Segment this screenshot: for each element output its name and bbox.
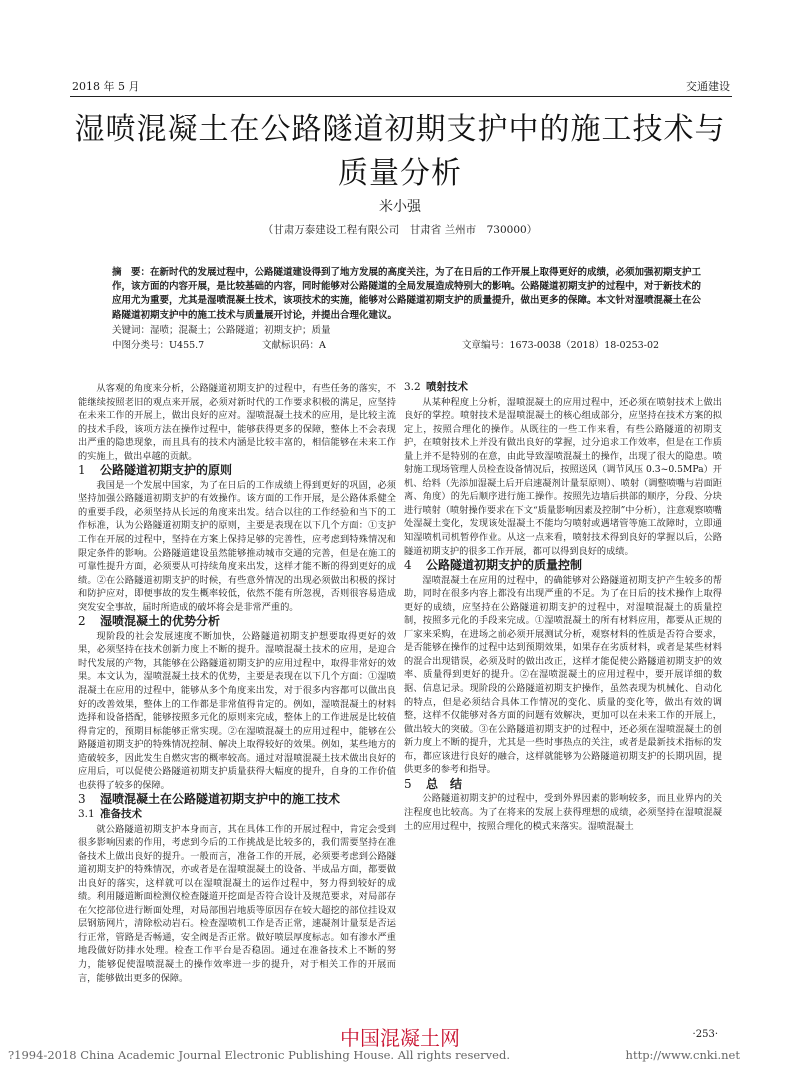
keywords-label: 关键词： — [112, 325, 151, 336]
doc-code-label: 文献标识码： — [262, 340, 320, 351]
abstract-label: 摘 要： — [112, 267, 151, 278]
section-3-2-paragraph: 从某种程度上分析，湿喷混凝土的应用过程中，还必须在喷射技术上做出良好的掌控。喷射技术是湿喷混凝土的核心组成部分，应坚持在技术方案的拟定上，按照合理化的操作。从既往的一些工作来看，有些公路隧道的初期支护，在喷射技术上并没有做出良好的掌握，过分追求工作效率，但是在工作质量上并不是特别的在意，由此导致湿喷混凝土的操作，出现了很大的隐患。喷射施工现场管理人员检查设备情况后，按照送风（调节风压 0.3~0.5MPa）开机、给料（先添加湿凝土后开启速凝剂计量泵原则）、喷射（调整喷嘴与岩面距离、角度）的先后顺序进行施工操作。按照先边墙后拱部的顺序，分段、分块进行喷射（喷射操作要求在下文“质量影响因素及控制”中分析），注意观察喷嘴处湿凝土变化，发现该处湿凝土不能均匀喷射或遇堵管等施工故障时，立即通知湿喷机司机暂停作业。从这一点来看，喷射技术得到良好的掌握以后，公路隧道初期支护的很多工作开展，都可以得到良好的成绩。 — [404, 396, 722, 557]
header-journal: 交通建设 — [686, 80, 730, 93]
header-divider — [70, 96, 732, 97]
section-1-heading — [78, 464, 396, 478]
section-3-number: 3 — [78, 792, 86, 807]
doc-code-value: A — [319, 340, 326, 351]
section-1-number: 1 — [78, 463, 86, 478]
section-3-1-title: 准备技术 — [100, 807, 142, 820]
body-column-left — [78, 382, 396, 985]
section-4-title: 公路隧道初期支护的质量控制 — [426, 558, 583, 573]
article-number-label: 文章编号： — [462, 340, 510, 351]
section-3-2-title: 喷射技术 — [426, 381, 468, 393]
section-2-paragraph: 现阶段的社会发展速度不断加快，公路隧道初期支护想要取得更好的效果，必须坚持在技术创新力度上不断的提升。湿喷混凝土技术的应用，是迎合时代发展的产物，其能够在公路隧道初期支护的应用过程中，取得非常好的效果。本文认为，湿喷混凝土技术的优势，主要是表现在以下几个方面：①湿喷混凝土在应用的过程中，能够从多个角度来出发，对于很多内容都可以做出良好的改善效果，整体上的工作都是非常值得肯定的。例如，湿喷混凝土的材料选择和设备搭配，能够按照多元化的原则来完成，整体上的工作进展是比较值得肯定的，预期目标能够正常实现。②在湿喷混凝土的应用过程中，能够在公路隧道初期支护的特殊情况控制、解决上取得较好的效果。例如，某些地方的造破较多，因此发生自燃灾害的概率较高。通过对湿喷混凝土技术做出良好的应用后，可以促使公路隧道初期支护质量获得大幅度的提升，自身的工作价值也获得了较多的保障。 — [78, 630, 396, 791]
watermark-text: 中国混凝土网 — [340, 1026, 460, 1050]
clc-value: U455.7 — [169, 340, 205, 351]
clc-label: 中图分类号： — [112, 340, 170, 351]
section-3-2-number: 3.2 — [404, 381, 421, 393]
section-3-1-heading — [78, 808, 396, 822]
section-4-paragraph: 湿喷混凝土在应用的过程中，的确能够对公路隧道初期支护产生较多的帮助，同时在很多内容上都没有出现严重的不足。为了在日后的技术操作上取得更好的成绩，应坚持在公路隧道初期支护的过程中，对湿喷混凝土的质量控制，按照多元化的手段来完成。①湿喷混凝土的所有材料应用，都要从正规的厂家来采购，在进场之前必须开展测试分析，观察材料的性质是否符合要求，是否能够在操作的过程中达到预期效果，如果存在劣质材料，或者是某些材料的混合出现错误，必须及时的做出改正，这样才能促使公路隧道初期支护的效率、质量得到更好的提升。②在湿喷混凝土的应用过程中，要开展详细的数据、信息记录。现阶段的公路隧道初期支护操作，虽然表现为机械化、自动化的特点，但是必须结合具体工作情况的变化、质量的变化等，做出有效的调整，这样不仅能够对各方面的问题有效解决，更加可以在未来工作的开展上，做出较大的突破。③在公路隧道初期支护的过程中，还必须在湿喷混凝土的创新力度上不断的提升，尤其是一些时事热点的关注，或者是最新技术指标的发布，都应该进行良好的融合，这样就能够为公路隧道初期支护的长期巩固，提供更多的参考和指导。 — [404, 574, 722, 776]
classification-row — [112, 337, 702, 351]
keywords — [112, 322, 702, 336]
article-number-value: 1673-0038（2018）18-0253-02 — [509, 340, 660, 351]
section-3-1-paragraph: 就公路隧道初期支护本身而言，其在具体工作的开展过程中，肯定会受到很多影响因素的作用，考虑到今后的工作挑战是比较多的，我们需要坚持在准备技术上做出良好的提升。一般而言，准备工作的开展，必须要考虑到公路隧道初期支护的特殊情况，亦或者是在湿喷混凝土的设备、半成品方面，都要做出良好的落实，这样就可以在湿喷混凝土的运作过程中，努力得到较好的成绩。利用隧道断面检测仪检查隧道开挖面是否符合设计及规范要求，对局部存在欠挖部位进行断面处理，对局部围岩地质等原因存在较大超挖的部位挂设双层钢筋网片，清除松动岩石。检查湿喷机工作是否正常，速凝剂计量泵是否运行正常，管路是否畅通，安全阀是否正常。做好喷层厚度标志。如有渗水严重地段做好防排水处理。检查工作平台是否稳固。通过在准备技术上不断的努力，能够促使湿喷混凝土的操作效率进一步的提升，对于相关工作的开展而言，能够做出更多的保障。 — [78, 823, 396, 984]
article-title: 湿喷混凝土在公路隧道初期支护中的施工技术与质量分析 — [74, 112, 726, 191]
section-5-heading — [404, 778, 722, 792]
abstract-text: 在新时代的发展过程中，公路隧道建设得到了地方发展的高度关注，为了在日后的工作开展上取得更好的成绩，必须加强初期支护工作，该方面的内容开展，是比较基础的内容，同时能够对公路隧道的全局发展造成特别大的影响。公路隧道初期支护的过程中，对于新技术的应用尤为重要，尤其是湿喷混凝土技术，该项技术的实施，能够对公路隧道初期支护的质量提升，做出更多的保障。本文针对湿喷混凝土在公路隧道初期支护中的施工技术与质量展开讨论，并提出合理化建议。 — [112, 267, 702, 321]
intro-paragraph: 从客观的角度来分析，公路隧道初期支护的过程中，有些任务的落实，不能继续按照老旧的观点来开展，必须对新时代的工作要求积极的满足，应坚持在未来工作的开展上，做出良好的应对。湿喷混凝土技术的应用，是比较主流的技术手段，该项方法在操作过程中，能够获得更多的保障，整体上不会表现出严重的隐患现象，而且具有的技术内涵是比较丰富的，相信能够在未来工作的实施上，做出卓越的贡献。 — [78, 383, 396, 462]
cnki-link[interactable]: http://www.cnki.net — [625, 1048, 740, 1062]
section-3-2-heading — [404, 381, 722, 395]
keywords-text: 湿喷；混凝土；公路隧道；初期支护；质量 — [150, 325, 331, 336]
section-2-title: 湿喷混凝土的优势分析 — [100, 614, 221, 629]
author-affiliation: （甘肃万泰建设工程有限公司 甘肃省 兰州市 730000） — [262, 224, 538, 236]
section-1-paragraph: 我国是一个发展中国家，为了在日后的工作成绩上得到更好的巩固，必须坚持加强公路隧道初期支护的有效操作。该方面的工作开展，是公路体系健全的重要手段，必须坚持从长远的角度来出发。结合以往的工作经验和当下的工作标准，认为公路隧道初期支护的原则，主要是表现在以下几个方面：①支护工作在开展的过程中，坚持在方案上保持足够的完善性，应考虑到特殊情况和限定条件的影响。公路隧道建设虽然能够推动城市交通的完善，但是在施工的可靠性提升方面，必须要从可持续角度来出发，这样才能不断的得到更好的成绩。②在公路隧道初期支护的时候，有些意外情况的出现必须做出积极的探讨和防护应对，即便事故的发生概率较低，依然不能有所忽视，否则很容易造成突发安全事故，届时所造成的破坏将会是非常严重的。 — [78, 479, 396, 613]
section-5-paragraph: 公路隧道初期支护的过程中，受到外界因素的影响较多，而且业界内的关注程度也比较高。为了在将来的发展上获得理想的成绩，必须坚持在湿喷混凝土的应用过程中，按照合理化的模式来落实。湿喷混凝土 — [404, 793, 722, 832]
section-1-title: 公路隧道初期支护的原则 — [100, 463, 233, 478]
section-3-title: 湿喷混凝土在公路隧道初期支护中的施工技术 — [100, 792, 341, 807]
author-name: 米小强 — [379, 199, 421, 215]
section-3-heading — [78, 793, 396, 807]
section-2-number: 2 — [78, 614, 86, 629]
section-4-heading — [404, 559, 722, 573]
section-5-title: 总 结 — [426, 776, 463, 791]
page-number: ·253· — [692, 1029, 718, 1040]
header-date: 2018 年 5 月 — [72, 80, 140, 93]
copyright-footer: ?1994-2018 China Academic Journal Electronic Publishing House. All rights reserved. — [8, 1048, 510, 1062]
section-5-number: 5 — [404, 776, 412, 791]
abstract — [112, 266, 702, 323]
section-2-heading — [78, 615, 396, 629]
section-4-number: 4 — [404, 558, 412, 573]
section-3-1-number: 3.1 — [78, 807, 95, 820]
body-column-right — [404, 380, 722, 833]
